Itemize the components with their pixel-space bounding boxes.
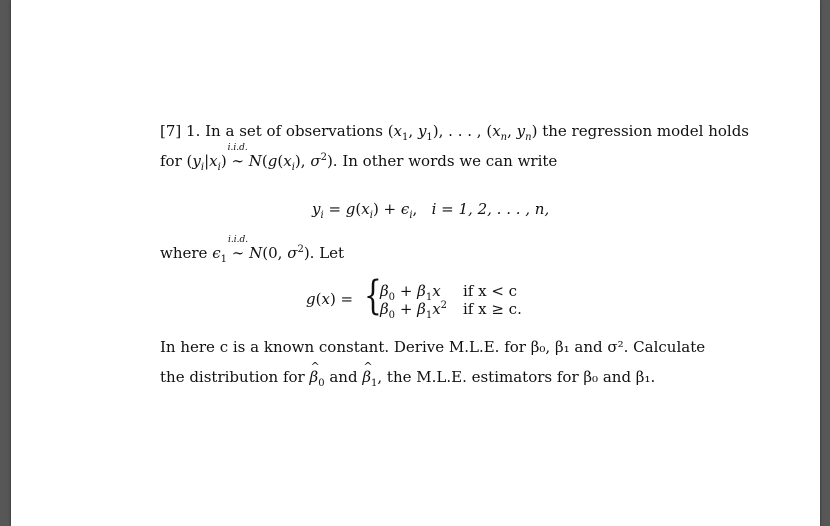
piecewise-case-2: $\beta_0 + \beta_1x^2$ [380, 300, 448, 321]
line1-text-b: the regression model holds [542, 122, 749, 140]
piecewise-brace: { [364, 273, 382, 319]
problem-line-4 [160, 340, 705, 355]
piecewise-lhs: g(x) = [306, 290, 354, 308]
line2-text-b: In other words we can write [342, 152, 558, 170]
problem-line-5: the distribution for ^ $\beta_0$ and ^ $\beta_1$, the M.L.E. estimators for β₀ and β₁. [160, 370, 655, 385]
line5-and: and [329, 368, 358, 386]
problem-item-number: 1. [186, 122, 201, 140]
line5-text-b: , the M.L.E. estimators for β₀ and β₁. [377, 368, 656, 386]
line3-text-a: where [160, 244, 208, 262]
problem-line-2: for $(y_i|x_i)$ i.i.d. ∼ $N(g(x_i)$, $\sigma^2$). In other words we can write [160, 143, 558, 173]
piecewise-condition-2: if x ≥ c. [463, 300, 522, 318]
line5-text-a: the distribution for [160, 368, 305, 386]
line1-text-a: In a set of observations [205, 122, 383, 140]
piecewise-condition-1: if x < c [463, 282, 518, 300]
iid-label: i.i.d. [227, 143, 248, 153]
iid-symbol: i.i.d. ∼ [227, 143, 248, 170]
iid-label-2: i.i.d. [228, 235, 249, 245]
problem-line-3: where $\epsilon_1$ i.i.d. ∼ N(0, $\sigma^2$). Let [160, 235, 345, 265]
line2-text-a: for [160, 152, 182, 170]
problem-line-1: [7] 1. In a set of observations ($x_1$, $y_1$), . . . , ($x_n$, $y_n$) the regression model holds [160, 122, 749, 143]
regression-equation: $y_i = g(x_i) + \epsilon_i$, i = 1, 2, . . . , n, [312, 200, 550, 221]
document-page [11, 0, 820, 526]
equation-index-range: i = 1, 2, . . . , n, [431, 200, 550, 218]
line4-text: In here c is a known constant. Derive M.L.E. for β₀, β₁ and σ². Calculate [160, 338, 706, 356]
beta0-hat: ^ β [310, 370, 319, 385]
piecewise-case-1: $\beta_0 + \beta_1x$ [380, 282, 441, 303]
problem-number-tag: [7] [160, 122, 182, 140]
iid-symbol-2: i.i.d. ∼ [228, 235, 249, 262]
line3-text-b: Let [319, 244, 345, 262]
beta1-hat: ^ β [362, 370, 371, 385]
